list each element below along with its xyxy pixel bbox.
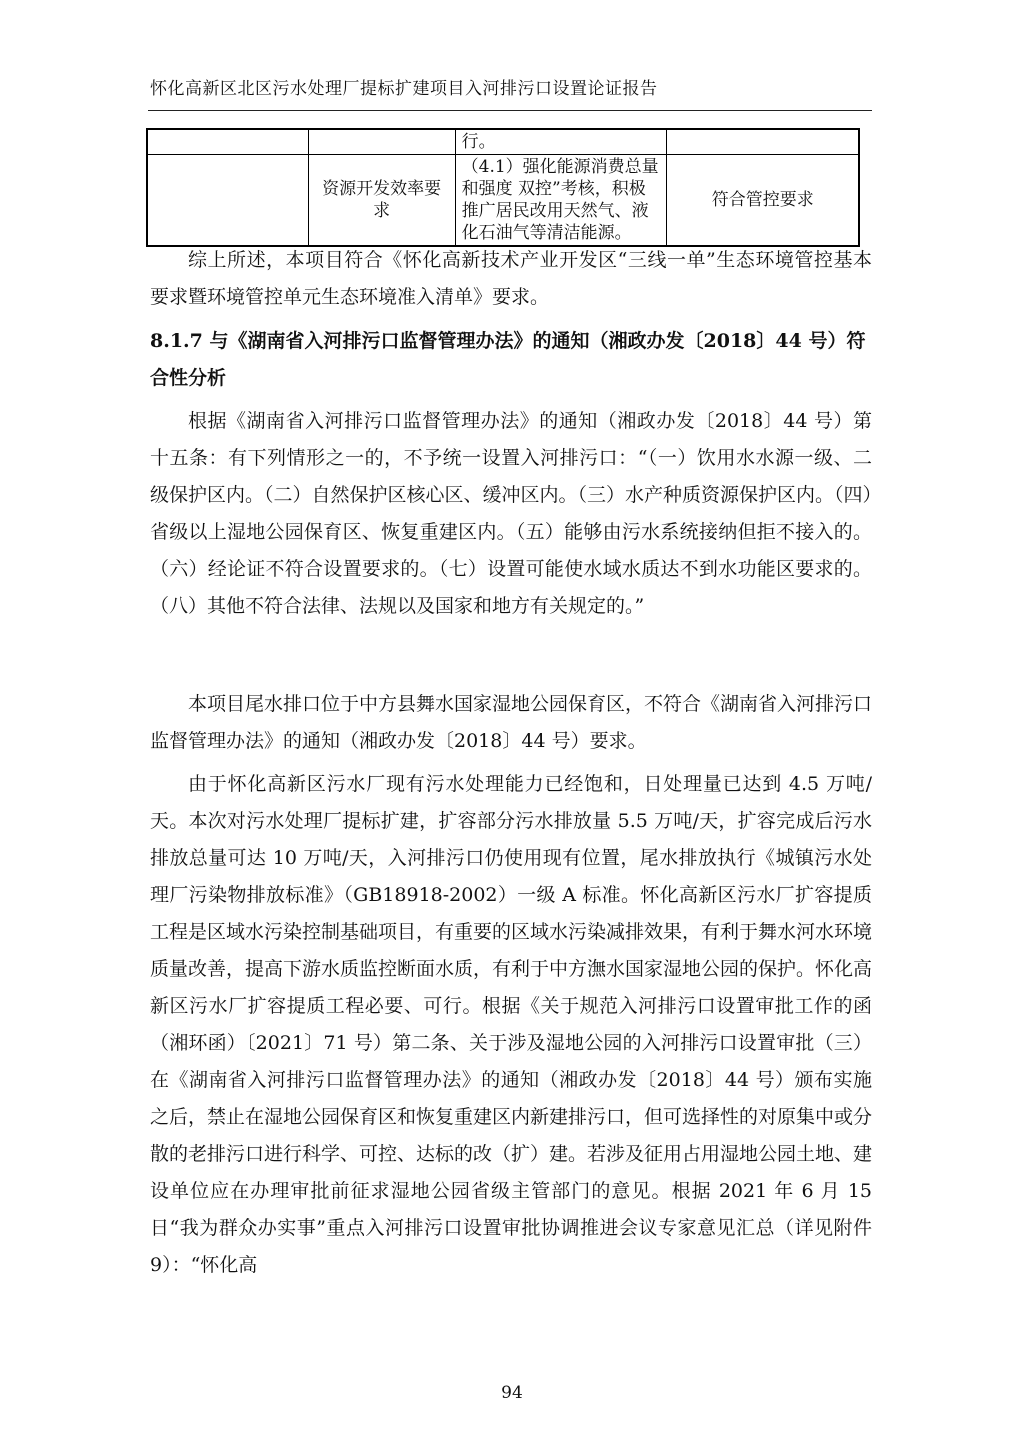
table-cell: 行。 (455, 129, 667, 155)
table-row (147, 155, 859, 247)
section-heading: 8.1.7 与《湖南省入河排污口监督管理办法》的通知（湘政办发〔2018〕44 号）符合性分析 (150, 330, 866, 389)
table-row (147, 129, 859, 155)
paragraph-conclusion: 本项目尾水排口位于中方县舞水国家湿地公园保育区，不符合《湖南省入河排污口监督管理办法》的通知（湘政办发〔2018〕44 号）要求。 (150, 693, 873, 752)
table-cell: 符合管控要求 (667, 155, 859, 247)
paragraph-regulation: 根据《湖南省入河排污口监督管理办法》的通知（湘政办发〔2018〕44 号）第十五条：有下列情形之一的，不予统一设置入河排污口：“（一）饮用水水源一级、二级保护区内。（二）自然保护区核心区、缓冲区内。（三）水产种质资源保护区内。（四）省级以上湿地公园保育区、恢复重建区内。（五）能够由污水系统接纳但拒不接入的。（六）经论证不符合设置要求的。（七）设置可能使水域水质达不到水功能区要求的。（八）其他不符合法律、法规以及国家和地方有关规定的。” (150, 410, 873, 617)
table-cell: （4.1）强化能源消费总量和强度 双控”考核，积极推广居民改用天然气、液化石油气等清洁能源。 (455, 155, 667, 247)
header-divider (148, 110, 872, 111)
table-cell (308, 129, 455, 155)
paragraph-analysis: 由于怀化高新区污水厂现有污水处理能力已经饱和，日处理量已达到 4.5 万吨/天。本次对污水处理厂提标扩建，扩容部分污水排放量 5.5 万吨/天，扩容完成后污水排放总量可达 10 万吨/天，入河排污口仍使用现有位置，尾水排放执行《城镇污水处理厂污染物排放标准》（GB18918-2002）一级 A 标准。怀化高新区污水厂扩容提质工程是区域水污染控制基础项目，有重要的区域水污染减排效果，有利于舞水河水环境质量改善，提高下游水质监控断面水质，有利于中方潕水国家湿地公园的保护。怀化高新区污水厂扩容提质工程必要、可行。根据《关于规范入河排污口设置审批工作的函（湘环函）〔2021〕71 号）第二条、关于涉及湿地公园的入河排污口设置审批（三）在《湖南省入河排污口监督管理办法》的通知（湘政办发〔2018〕44 号）颁布实施之后，禁止在湿地公园保育区和恢复重建区内新建排污口，但可选择性的对原集中或分散的老排污口进行科学、可控、达标的改（扩）建。若涉及征用占用湿地公园土地、建设单位应在办理审批前征求湿地公园省级主管部门的意见。根据 2021 年 6 月 15 日“我为群众办实事”重点入河排污口设置审批协调推进会议专家意见汇总（详见附件 9）：“怀化高 (150, 773, 873, 1276)
table-cell (147, 155, 308, 247)
continued-table (146, 128, 860, 247)
page-number: 94 (501, 1383, 523, 1403)
table-cell (147, 129, 308, 155)
table-cell (667, 129, 859, 155)
table-cell: 资源开发效率要求 (308, 155, 455, 247)
paragraph-summary: 综上所述，本项目符合《怀化高新技术产业开发区“三线一单”生态环境管控基本要求暨环境管控单元生态环境准入清单》要求。 (150, 249, 872, 308)
page-header-title: 怀化高新区北区污水处理厂提标扩建项目入河排污口设置论证报告 (150, 79, 658, 99)
